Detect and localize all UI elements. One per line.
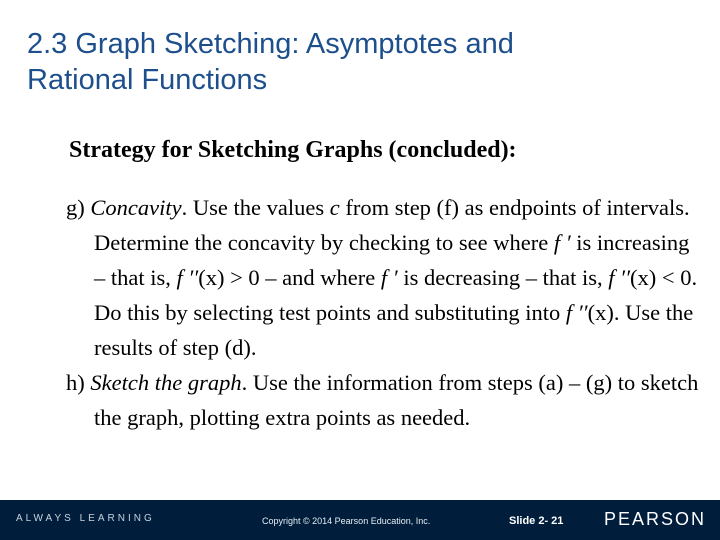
f-double-prime: f ′′ bbox=[176, 265, 199, 290]
footer-bar bbox=[0, 500, 720, 540]
title-line-1: 2.3 Graph Sketching: Asymptotes and bbox=[27, 28, 514, 60]
text: < 0. Do this by selecting test points and substituting into bbox=[94, 265, 698, 325]
text: . Use the values bbox=[181, 195, 330, 220]
paragraph-h bbox=[66, 365, 706, 435]
arg-x: (x) bbox=[587, 300, 614, 325]
arg-x: (x) bbox=[198, 265, 225, 290]
copyright-notice: Copyright © 2014 Pearson Education, Inc. bbox=[262, 516, 431, 526]
slide-number: Slide 2- 21 bbox=[509, 515, 564, 527]
f-double-prime: f ′′ bbox=[608, 265, 630, 290]
f-double-prime: f ′′ bbox=[565, 300, 588, 325]
text: is increasing – that is, bbox=[94, 230, 690, 290]
text: is decreasing – that is, bbox=[397, 265, 609, 290]
pearson-logo: PEARSON bbox=[604, 509, 707, 529]
term-sketch-the-graph: Sketch the graph bbox=[90, 370, 242, 395]
paragraph-g bbox=[66, 190, 706, 365]
subheading: Strategy for Sketching Graphs (concluded): bbox=[69, 137, 517, 163]
slide-title bbox=[27, 26, 707, 98]
text: > 0 – and where bbox=[224, 265, 381, 290]
text: . Use the information from steps (a) – (g) to sketch the graph, plotting extra points as needed. bbox=[94, 370, 699, 430]
text: from step (f) as endpoints of intervals. Determine the concavity by checking to see where bbox=[94, 195, 690, 255]
label-h: h) bbox=[66, 370, 91, 395]
title-line-2: Rational Functions bbox=[27, 64, 268, 96]
term-concavity: Concavity bbox=[90, 195, 182, 220]
f-prime: f ′ bbox=[553, 230, 571, 255]
label-g: g) bbox=[66, 195, 91, 220]
body-text bbox=[66, 190, 706, 435]
var-c: c bbox=[329, 195, 340, 220]
arg-x: (x) bbox=[630, 265, 657, 290]
f-prime: f ′ bbox=[380, 265, 398, 290]
always-learning-tagline: ALWAYS LEARNING bbox=[16, 513, 155, 524]
text: . Use the results of step (d). bbox=[94, 300, 694, 360]
